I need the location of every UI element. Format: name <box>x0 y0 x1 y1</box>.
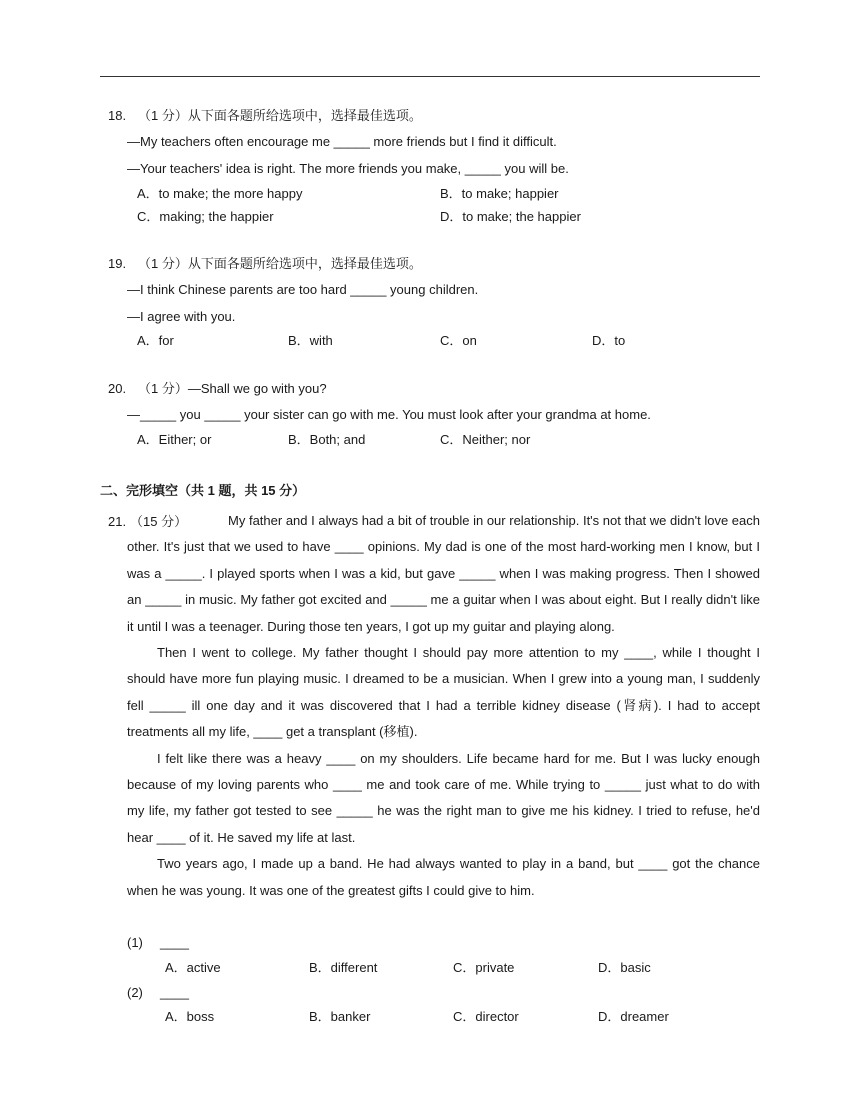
question-score: （15 分） <box>130 514 188 529</box>
option-b[interactable]: B．different <box>309 960 378 975</box>
sub-question-label: (1) <box>127 935 143 950</box>
option-c[interactable]: C．Neither; nor <box>440 432 531 447</box>
dialogue-line: —_____ you _____ your sister can go with me. You must look after your grandma at home. <box>127 407 651 422</box>
option-d[interactable]: D．basic <box>598 960 651 975</box>
question-number: 19. <box>108 256 127 271</box>
option-a[interactable]: A．active <box>165 960 221 975</box>
cloze-passage <box>127 508 760 904</box>
dialogue-line: —My teachers often encourage me _____ more friends but I find it difficult. <box>127 134 557 149</box>
passage-paragraph-1: My father and I always had a bit of trouble in our relationship. It's not that we didn't love each other. It's just that we used to have ____ opinions. My dad is one of the most hard-working men I know, but I was a _____. I played sports when I was a kid, but gave _____ when I was making progress. Then I showed an _____ in music. My father got excited and _____ me a guitar when I was about eight. But I really didn't like it until I was a teenager. During those ten years, I got up my guitar and playing along. <box>127 513 760 634</box>
section-title: 二、完形填空（共 1 题，共 15 分） <box>100 483 306 498</box>
option-c[interactable]: C．on <box>440 333 477 348</box>
dialogue-line: —I think Chinese parents are too hard _____ young children. <box>127 282 479 297</box>
question-stem: （1 分）从下面各题所给选项中，选择最佳选项。 <box>138 108 422 123</box>
option-d[interactable]: D．to make; the happier <box>440 209 581 224</box>
dialogue-line: —Your teachers' idea is right. The more friends you make, _____ you will be. <box>127 161 569 176</box>
option-c[interactable]: C．director <box>453 1009 519 1024</box>
option-a[interactable]: A．boss <box>165 1009 215 1024</box>
option-d[interactable]: D．to <box>592 333 626 348</box>
option-b[interactable]: B．banker <box>309 1009 371 1024</box>
question-number: 21. <box>108 514 127 529</box>
header-rule <box>100 76 760 77</box>
option-c[interactable]: C．making; the happier <box>137 209 274 224</box>
option-c[interactable]: C．private <box>453 960 515 975</box>
option-a[interactable]: A．Either; or <box>137 432 212 447</box>
answer-blank: ____ <box>160 985 189 1000</box>
option-a[interactable]: A．to make; the more happy <box>137 186 303 201</box>
answer-blank: ____ <box>160 935 189 950</box>
question-stem: （1 分）从下面各题所给选项中，选择最佳选项。 <box>138 256 422 271</box>
question-number: 18. <box>108 108 127 123</box>
dialogue-line: —I agree with you. <box>127 309 236 324</box>
option-b[interactable]: B．Both; and <box>288 432 366 447</box>
question-number: 20. <box>108 381 127 396</box>
question-stem: （1 分）—Shall we go with you? <box>138 381 327 396</box>
option-b[interactable]: B．to make; happier <box>440 186 559 201</box>
option-b[interactable]: B．with <box>288 333 333 348</box>
sub-question-label: (2) <box>127 985 143 1000</box>
passage-paragraph-4: Two years ago, I made up a band. He had always wanted to play in a band, but ____ got the chance when he was young. It was one of the greatest gifts I could give to him. <box>127 856 760 898</box>
option-d[interactable]: D．dreamer <box>598 1009 669 1024</box>
passage-paragraph-2: Then I went to college. My father thought I should pay more attention to my ____, while I thought I should have more fun playing music. I dreamed to be a musician. When I grew into a young man, I suddenly fell _____ ill one day and it was discovered that I had a terrible kidney disease (肾病). I had to accept treatments all my life, ____ get a transplant (移植). <box>127 645 760 740</box>
passage-paragraph-3: I felt like there was a heavy ____ on my shoulders. Life became hard for me. But I was lucky enough because of my loving parents who ____ me and took care of me. While trying to _____ just what to do with my life, my father got tested to see _____ he was the right man to give me his kidney. I tried to refuse, he'd hear ____ of it. He saved my life at last. <box>127 750 760 845</box>
option-a[interactable]: A．for <box>137 333 174 348</box>
